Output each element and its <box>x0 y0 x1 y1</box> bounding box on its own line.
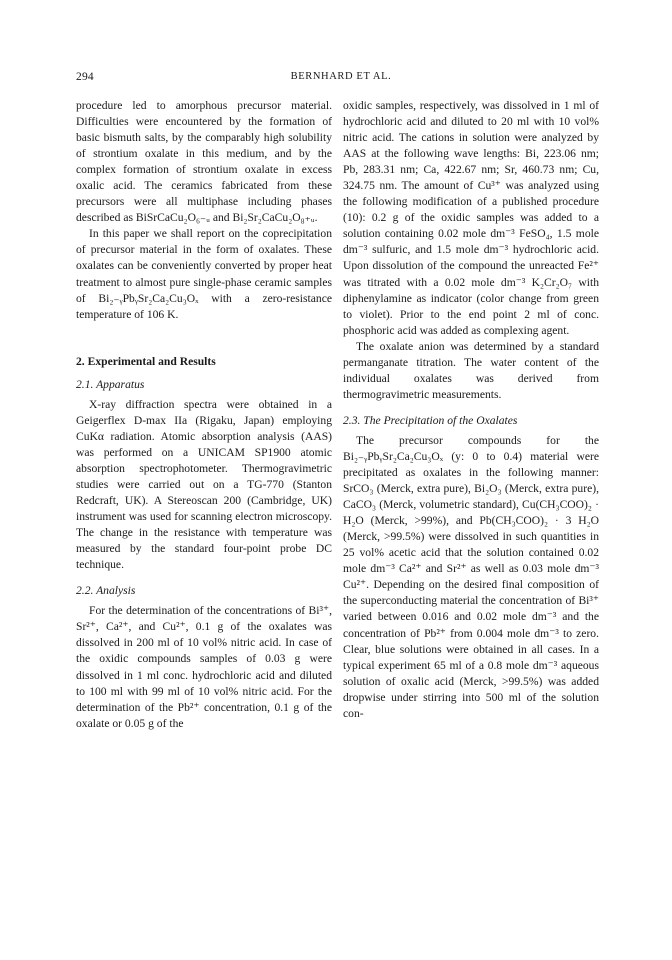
page-header <box>76 71 606 87</box>
page-number: 294 <box>76 71 94 83</box>
precipitation-paragraph: The precursor compounds for the Bi₂₋ᵧPbᵧSr₂Ca₂Cu₃Oₓ (y: 0 to 0.4) material were precipitated as oxalates in the following manner: SrCO₃ (Merck, extra pure), Bi₂O₃ (Merck, extra pure), CaCO₃ (Merck, volumetric standard), Cu(CH₃COO)₂ · H₂O (Merck, >99%), and Pb(CH₃COO)₂ · 3 H₂O (Merck, >99.5%) were dissolved in such quantities in 25 vol% acetic acid that the solution contained 0.02 mole dm⁻³ Ca²⁺ and Sr²⁺ as well as 0.03 mole dm⁻³ Cu²⁺. Depending on the desired final composition of the superconducting material the concentration of Bi³⁺ varied between 0.016 and 0.02 mole dm⁻³ and the concentration of Pb²⁺ from 0.004 mole dm⁻³ to zero. Clear, blue solutions were obtained in all cases. In a typical experiment 65 ml of a 0.8 mole dm⁻³ aqueous solution of oxalic acid (Merck, >99.5%) was added dropwise under stirring into 500 ml of the solution con- <box>343 433 599 720</box>
left-column <box>76 98 332 732</box>
apparatus-paragraph: X-ray diffraction spectra were obtained in a Geigerflex D-max IIa (Rigaku, Japan) employing CuKα radiation. Atomic absorption analysis (AAS) was performed on a UNICAM SP1900 atomic absorption spectrophotometer. Thermogravimetric studies were carried out on a TG-770 (Stanton Redcraft, UK). A Stereoscan 200 (Cambridge, UK) instrument was used for scanning electron microscopy. The change in the resistance with temperature was measured by the standard four-point probe DC technique. <box>76 397 332 572</box>
subsection-heading-analysis: 2.2. Analysis <box>76 584 136 598</box>
analysis-paragraph-continued: oxidic samples, respectively, was dissolved in 1 ml of hydrochloric acid and diluted to 20 ml with 10 vol% nitric acid. The cations in solution were analyzed by AAS at the following wave lengths: Bi, 223.06 nm; Pb, 283.31 nm; Ca, 422.67 nm; Sr, 460.73 nm; Cu, 324.75 nm. The amount of Cu³⁺ was analyzed using the following modification of a published procedure (10): 0.2 g of the oxidic samples was added to a solution containing 0.02 mole dm⁻³ FeSO₄, 1.5 mole dm⁻³ sulfuric, and 1.5 mole dm⁻³ hydrochloric acid. Upon dissolution of the compound the unreacted Fe²⁺ was titrated with a 0.02 mole dm⁻³ K₂Cr₂O₇ with diphenylamine as indicator (color change from green to violet). Prior to the end point 2 ml of conc. phosphoric acid was added as complexing agent. <box>343 99 599 337</box>
running-head: BERNHARD ET AL. <box>290 71 392 82</box>
oxalate-determination-paragraph: The oxalate anion was determined by a standard permanganate titration. The water content of the individual oxalates was derived from thermogravimetric measurements. <box>343 339 599 401</box>
section-heading-experimental: 2. Experimental and Results <box>76 354 216 368</box>
analysis-paragraph: For the determination of the concentrations of Bi³⁺, Sr²⁺, Ca²⁺, and Cu²⁺, 0.1 g of the oxalates was dissolved in 200 ml of 10 vol% nitric acid. In case of the oxidic compounds samples of 0.03 g were dissolved in 1 ml conc. hydrochloric acid and diluted to 100 ml with 99 ml of 10 vol% nitric acid. For the determination of the Pb²⁺ concentration, 0.1 g of the oxalate or 0.05 g of the <box>76 604 332 730</box>
intro-paragraph-continued: procedure led to amorphous precursor material. Difficulties were encountered by the formation of basic bismuth salts, by the comparably high solubility of strontium oxalate in this medium, and by the complex formation of strontium oxalate in excess oxalic acid. The ceramics fabricated from these precursors were all multiphase including phases described as BiSrCaCu₂O₆₋ᵤ and Bi₂Sr₂CaCu₂O₈₊ᵤ. <box>76 99 332 225</box>
intro-paragraph-2: In this paper we shall report on the coprecipitation of precursor material in the form of oxalates. These oxalates can be conveniently converted by proper heat treatment to almost pure single-phase ceramic samples of Bi₂₋ᵧPbᵧSr₂Ca₂Cu₃Oₓ with a zero-resistance temperature of 106 K. <box>76 227 332 321</box>
subsection-heading-precipitation: 2.3. The Precipitation of the Oxalates <box>343 413 518 427</box>
subsection-heading-apparatus: 2.1. Apparatus <box>76 377 145 391</box>
right-column <box>343 98 599 722</box>
